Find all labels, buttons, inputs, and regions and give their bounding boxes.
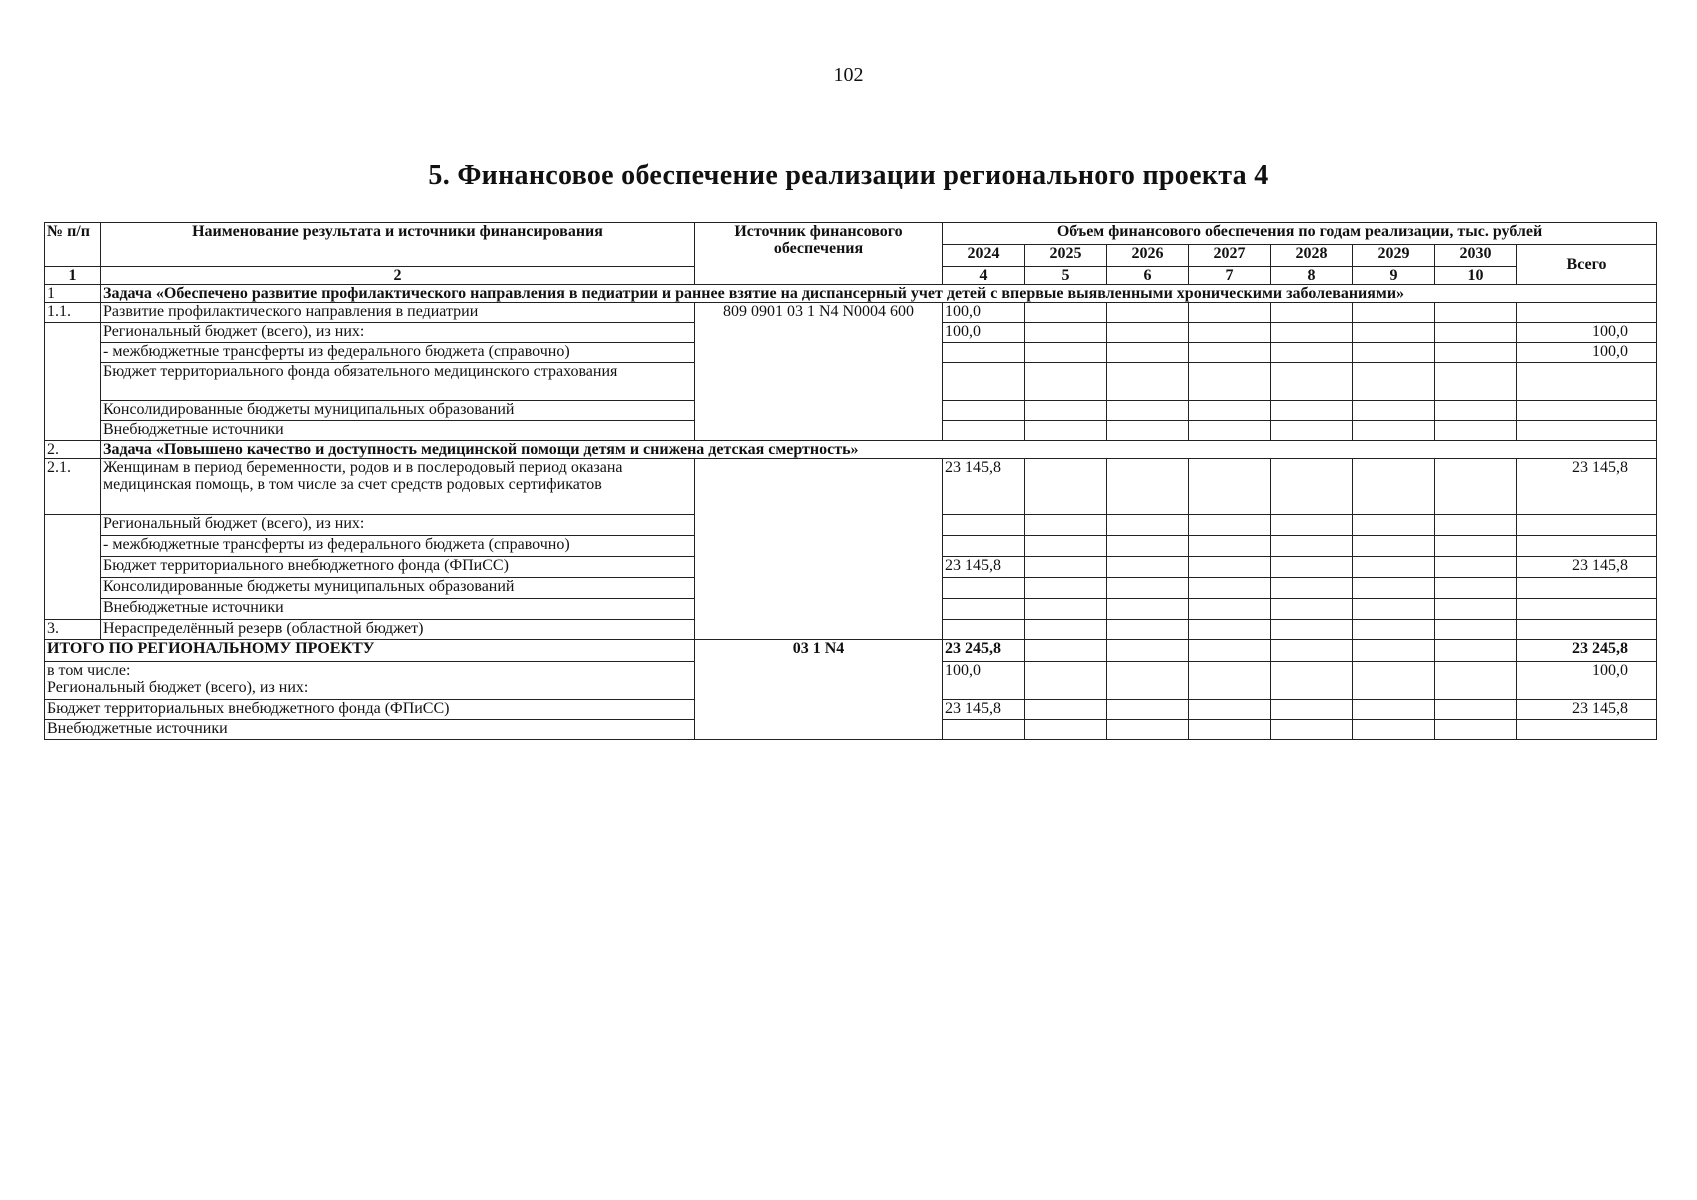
header-name: Наименование результата и источники финансирования: [101, 223, 695, 267]
col-number: 1: [45, 267, 101, 285]
cell-2024: [943, 578, 1025, 599]
cell-total: [1517, 303, 1657, 323]
cell-2024: 100,0: [943, 323, 1025, 343]
cell-2024: [943, 421, 1025, 441]
header-year: 2027: [1189, 245, 1271, 267]
row-name: Бюджет территориального фонда обязательного медицинского страхования: [101, 363, 695, 401]
row-name: Консолидированные бюджеты муниципальных образований: [101, 401, 695, 421]
header-volume: Объем финансового обеспечения по годам реализации, тыс. рублей: [943, 223, 1657, 245]
cell-2024: 100,0: [943, 303, 1025, 323]
totals-row-name: Бюджет территориальных внебюджетного фонда (ФПиСС): [45, 700, 695, 720]
cell-2024: 23 145,8: [943, 557, 1025, 578]
totals-row-name: в том числе: Региональный бюджет (всего), из них:: [45, 662, 695, 700]
row-name: Внебюджетные источники: [101, 599, 695, 620]
cell-total: [1517, 363, 1657, 401]
header-year: 2025: [1025, 245, 1107, 267]
cell-total: [1517, 578, 1657, 599]
cell-total: 23 145,8: [1517, 459, 1657, 515]
section-task: Задача «Повышено качество и доступность медицинской помощи детям и снижена детская смертность»: [101, 441, 1657, 459]
header-source: Источник финансового обеспечения: [695, 223, 943, 285]
cell-2024: [943, 536, 1025, 557]
totals-row-name: Внебюджетные источники: [45, 720, 695, 740]
row-name: Региональный бюджет (всего), из них:: [101, 323, 695, 343]
reserve-num: 3.: [45, 620, 101, 640]
page-number: 102: [833, 64, 864, 86]
col-number: 5: [1025, 267, 1107, 285]
cell-2024: [943, 363, 1025, 401]
col-number: 10: [1435, 267, 1517, 285]
cell-total: 23 145,8: [1517, 557, 1657, 578]
section-task: Задача «Обеспечено развитие профилактического направления в педиатрии и раннее взятие на диспансерный учет детей с впервые выявленными хроническими заболеваниями»: [101, 285, 1657, 303]
result-source: 809 0901 03 1 N4 N0004 600: [695, 303, 943, 441]
row-name: - межбюджетные трансферты из федерального бюджета (справочно): [101, 343, 695, 363]
totals-label: ИТОГО ПО РЕГИОНАЛЬНОМУ ПРОЕКТУ: [45, 640, 695, 662]
cell-total: [1517, 421, 1657, 441]
row-name: - межбюджетные трансферты из федерального бюджета (справочно): [101, 536, 695, 557]
row-name: Бюджет территориального внебюджетного фонда (ФПиСС): [101, 557, 695, 578]
totals-total: 23 245,8: [1517, 640, 1657, 662]
row-name: Внебюджетные источники: [101, 421, 695, 441]
row-name: Женщинам в период беременности, родов и в послеродовый период оказана медицинская помощь, в том числе за счет средств родовых сертификатов: [101, 459, 695, 515]
cell-total: [1517, 599, 1657, 620]
header-total: Всего: [1517, 245, 1657, 285]
cell-total: [1517, 401, 1657, 421]
col-number: 9: [1353, 267, 1435, 285]
header-num: № п/п: [45, 223, 101, 267]
cell-2024: 100,0: [943, 662, 1025, 700]
row-name: Развитие профилактического направления в педиатрии: [101, 303, 695, 323]
col-number: 6: [1107, 267, 1189, 285]
result-source: [695, 459, 943, 640]
cell-total: 100,0: [1517, 323, 1657, 343]
section-num: 2.: [45, 441, 101, 459]
cell-2024: [943, 401, 1025, 421]
cell-total: 23 145,8: [1517, 700, 1657, 720]
cell-2024: [943, 599, 1025, 620]
header-year: 2026: [1107, 245, 1189, 267]
section-title: 5. Финансовое обеспечение реализации регионального проекта 4: [428, 160, 1269, 191]
header-year: 2030: [1435, 245, 1517, 267]
header-year: 2024: [943, 245, 1025, 267]
cell-total: [1517, 720, 1657, 740]
col-number: 8: [1271, 267, 1353, 285]
cell-total: [1517, 515, 1657, 536]
cell-total: 100,0: [1517, 662, 1657, 700]
col-number: 4: [943, 267, 1025, 285]
header-year: 2029: [1353, 245, 1435, 267]
cell-2024: [943, 515, 1025, 536]
cell-total: 100,0: [1517, 343, 1657, 363]
cell-2024: 23 145,8: [943, 700, 1025, 720]
financing-table: [44, 222, 1657, 740]
row-name: Региональный бюджет (всего), из них:: [101, 515, 695, 536]
col-number: 2: [101, 267, 695, 285]
result-num: 2.1.: [45, 459, 101, 515]
section-num: 1: [45, 285, 101, 303]
totals-source: 03 1 N4: [695, 640, 943, 740]
reserve-name: Нераспределённый резерв (областной бюджет): [101, 620, 695, 640]
cell-2024: [943, 343, 1025, 363]
totals-2024: 23 245,8: [943, 640, 1025, 662]
result-num: 1.1.: [45, 303, 101, 323]
cell-total: [1517, 536, 1657, 557]
row-name: Консолидированные бюджеты муниципальных образований: [101, 578, 695, 599]
header-year: 2028: [1271, 245, 1353, 267]
cell-2024: [943, 720, 1025, 740]
cell-2024: 23 145,8: [943, 459, 1025, 515]
col-number: 7: [1189, 267, 1271, 285]
